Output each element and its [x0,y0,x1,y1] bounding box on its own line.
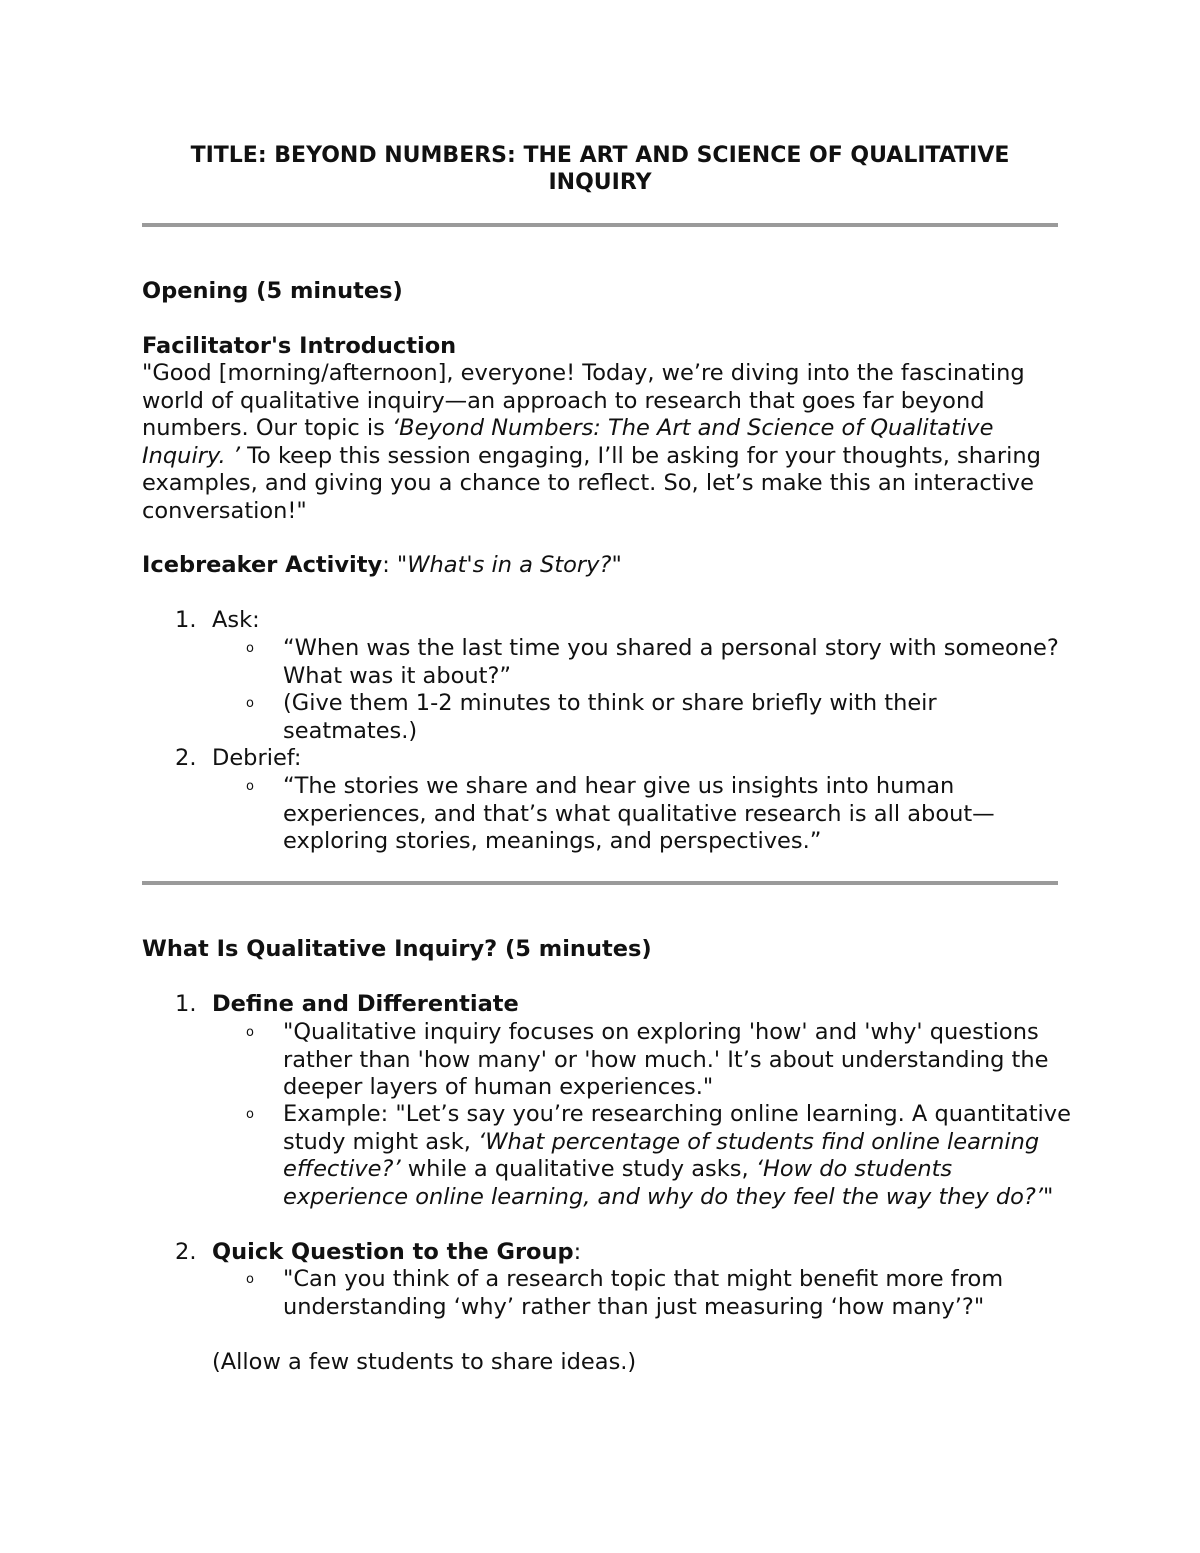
list-number: 1. [175,607,197,633]
list-number: 1. [175,991,197,1017]
icebreaker-label: Icebreaker Activity [142,552,383,578]
list-number: 2. [175,1239,197,1265]
opening-heading: Opening (5 minutes) [142,278,403,304]
bullet-text: “When was the last time you shared a personal story with someone? What was it about?” [283,635,1059,689]
example-close-quote: " [1043,1183,1054,1210]
bullet-text [283,1101,1073,1211]
example-text-start: Example: "Let’s say you’re researching online learning. A quantitative study might ask, [283,1101,1071,1155]
define-differentiate-label: Define and Differentiate [212,991,519,1017]
bullet-text: (Give them 1-2 minutes to think or share briefly with their seatmates.) [283,690,937,744]
quick-question-label: Quick Question to the Group [212,1239,574,1265]
horizontal-rule [142,881,1058,885]
bullet-marker: o [246,1272,254,1287]
quick-question-colon: : [573,1239,582,1265]
step-debrief-label: Debrief: [212,745,302,771]
bullet-marker: o [246,1107,254,1122]
bullet-marker: o [246,779,254,794]
icebreaker-close-quote: " [611,552,622,578]
intro-topic-italic: ‘Beyond Numbers: The Art and Science of Qualitative Inquiry. ’ [142,415,994,469]
intro-text-start: "Good [morning/afternoon], everyone! Today, we’re diving into the fascinating world of qualitative inquiry—an approach to research that goes far beyond numbers. Our topic is [142,360,1025,441]
example-quantitative-question: ‘What percentage of students find online learning effective?’ [283,1128,1040,1182]
bullet-text: "Qualitative inquiry focuses on exploring 'how' and 'why' questions rather than 'how many' or 'how much.' It’s about understanding the deeper layers of human experiences." [283,1019,1049,1100]
intro-paragraph [142,360,1062,525]
bullet-marker: o [246,1025,254,1040]
bullet-marker: o [246,696,254,711]
example-qualitative-question: ‘How do students experience online learning, and why do they feel the way they do?’ [283,1156,1044,1210]
intro-heading: Facilitator's Introduction [142,333,457,359]
bullet-text: "Can you think of a research topic that might benefit more from understanding ‘why’ rather than just measuring ‘how many’?" [283,1266,1004,1320]
intro-text-end: To keep this session engaging, I’ll be asking for your thoughts, sharing examples, and giving you a chance to reflect. So, let’s make this an interactive conversation!" [142,442,1041,524]
list-number: 2. [175,745,197,771]
icebreaker-title: What's in a Story? [407,552,612,578]
quick-question-line [212,1239,1062,1267]
example-text-middle: while a qualitative study asks, [400,1156,756,1182]
section2-heading: What Is Qualitative Inquiry? (5 minutes) [142,936,652,962]
document-title: TITLE: BEYOND NUMBERS: THE ART AND SCIENCE OF QUALITATIVE INQUIRY [190,143,1010,195]
horizontal-rule [142,223,1058,227]
facilitator-note: (Allow a few students to share ideas.) [212,1349,637,1375]
step-ask-label: Ask: [212,607,260,633]
bullet-text: “The stories we share and hear give us insights into human experiences, and that’s what qualitative research is all about—exploring stories, meanings, and perspectives.” [283,773,995,854]
icebreaker-separator: : " [382,552,408,578]
icebreaker-line [142,552,1062,580]
bullet-marker: o [246,641,254,656]
